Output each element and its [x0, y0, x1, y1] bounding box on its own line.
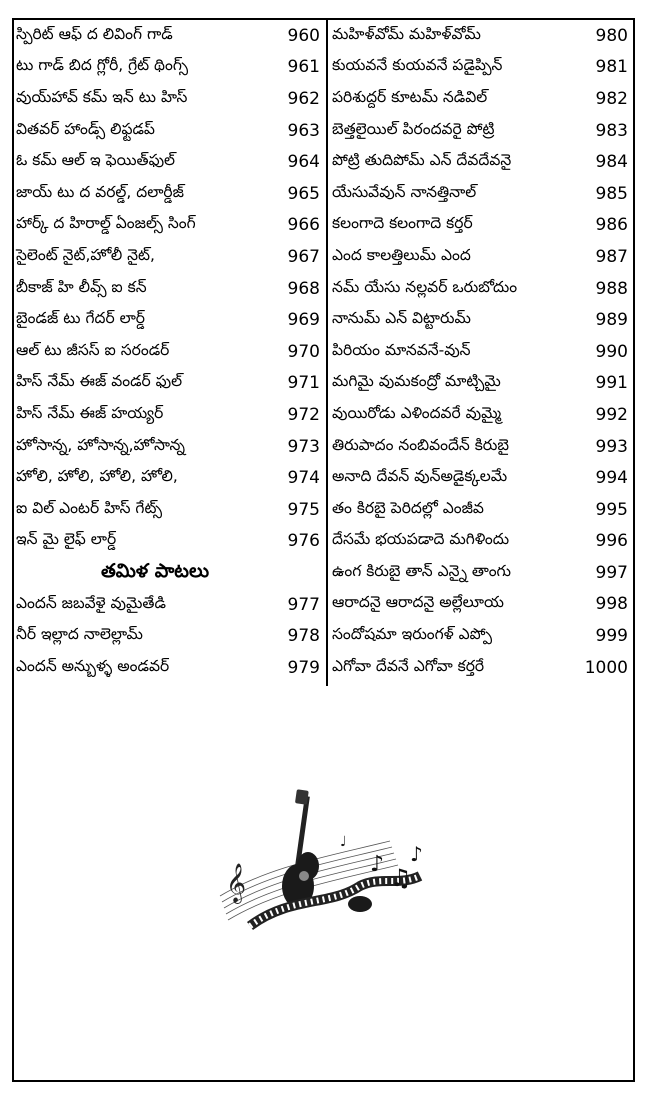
song-row: [330, 494, 634, 526]
song-row: [14, 115, 326, 147]
song-row: [330, 399, 634, 431]
song-row: [14, 652, 326, 684]
song-number: 997: [595, 562, 628, 583]
song-number: 998: [595, 594, 628, 615]
song-row: [330, 557, 634, 589]
song-row: [330, 462, 634, 494]
song-title: బైండజ్ టు గేదర్ లార్డ్: [16, 309, 145, 328]
song-title: తిరుపాదం నంబివందేన్ కిరుబై: [332, 435, 509, 454]
song-number: 963: [287, 120, 320, 141]
song-title: నమ్ యేసు నల్లవర్ ఒరుబోదుం: [332, 277, 518, 296]
song-row: [14, 241, 326, 273]
song-number: 992: [595, 404, 628, 425]
song-title: ఎందన్ జబవేళై వుమైతేడి: [16, 593, 166, 612]
song-title: ఎగోవా దేవనే ఎగోవా కర్తరే: [332, 656, 485, 675]
song-title: హార్క్ ద హిరాల్డ్ ఏంజల్స్ సింగ్: [16, 214, 196, 233]
music-illustration: [210, 786, 440, 946]
song-title: ఓ కమ్ ఆల్ ఇ ఫెయిత్‌ఫుల్: [16, 151, 176, 170]
song-number: 991: [595, 373, 628, 394]
song-number: 976: [287, 531, 320, 552]
song-row: [330, 115, 634, 147]
song-number: 993: [595, 436, 628, 457]
song-row: [14, 621, 326, 653]
right-column: [330, 20, 634, 683]
treble-clef-icon: 𝄞: [226, 863, 247, 903]
song-number: 983: [595, 120, 628, 141]
song-title: తం కిరబై పెరిదల్లో ఎంజీవ: [332, 498, 484, 517]
song-number: 978: [287, 626, 320, 647]
song-row: [14, 210, 326, 242]
song-title: ఇన్ మై లైఫ్ లార్డ్: [16, 530, 117, 549]
song-row: [330, 589, 634, 621]
song-number: 986: [595, 215, 628, 236]
song-row: [14, 399, 326, 431]
song-row: [14, 526, 326, 558]
song-title: వుయిరోడు ఎళిందవరే వుమ్మై: [332, 403, 502, 422]
song-title: అనాది దేవన్ వున్‌అడైక్కలమే: [332, 467, 508, 486]
song-number: 994: [595, 468, 628, 489]
song-number: 965: [287, 183, 320, 204]
svg-text:♪: ♪: [410, 842, 423, 866]
song-title: మగిమై వుమకంద్రో మాట్చిమై: [332, 372, 501, 391]
song-title: జాయ్ టు ద వరల్డ్, దలార్డీజ్: [16, 182, 184, 201]
song-row: [14, 273, 326, 305]
song-number: 990: [595, 341, 628, 362]
song-number: 970: [287, 341, 320, 362]
song-title: ఆరాదనై ఆరాదనై అల్లేలూయ: [332, 593, 504, 612]
song-number: 964: [287, 152, 320, 173]
song-number: 988: [595, 278, 628, 299]
song-number: 982: [595, 88, 628, 109]
svg-text:♩: ♩: [340, 834, 347, 850]
song-number: 962: [287, 88, 320, 109]
section-heading: తమిళ పాటలు: [100, 559, 210, 582]
song-title: హిస్ నేమ్ ఈజ్ వండర్ ఫుల్: [16, 372, 183, 391]
song-row: [14, 304, 326, 336]
song-row: [14, 146, 326, 178]
song-title: టు గాడ్ బిద గ్లోరీ, గ్రేట్ థింగ్స్: [16, 56, 189, 75]
left-song-list: [14, 20, 326, 557]
song-row: [330, 368, 634, 400]
song-number: 989: [595, 310, 628, 331]
song-row: [330, 83, 634, 115]
song-title: హిస్ నేమ్ ఈజ్ హయ్యర్: [16, 403, 164, 422]
song-number: 960: [287, 25, 320, 46]
song-title: నీర్ ఇల్లాద నాలెల్లామ్: [16, 625, 143, 644]
song-number: 981: [595, 57, 628, 78]
song-title: పిరియం మానవనే-వున్: [332, 340, 471, 359]
song-number: 985: [595, 183, 628, 204]
song-row: [14, 589, 326, 621]
svg-text:♪: ♪: [370, 852, 385, 877]
song-row: [14, 178, 326, 210]
song-title: కుయవనే కుయవనే పడైప్పిన్: [332, 56, 503, 75]
song-number: 969: [287, 310, 320, 331]
song-title: హోలి, హోలి, హోలి, హోలి,: [16, 467, 178, 486]
left-column: [14, 20, 326, 684]
song-number: 966: [287, 215, 320, 236]
song-row: [330, 52, 634, 84]
song-row: [14, 83, 326, 115]
song-number: 1000: [584, 657, 628, 678]
song-row: [14, 494, 326, 526]
song-title: హోసాన్న, హోసాన్న,హోసాన్న: [16, 435, 185, 454]
song-row: [330, 210, 634, 242]
song-title: వుయ్‌హావ్ కమ్ ఇన్ టు హిస్: [16, 87, 188, 106]
song-number: 961: [287, 57, 320, 78]
song-title: దేసమే భయపడాదె మగిళిందు: [332, 530, 510, 549]
song-title: బీకాజ్ హి లీవ్స్ ఐ కన్: [16, 277, 147, 296]
song-row: [330, 146, 634, 178]
left-song-list-tamil: [14, 589, 326, 684]
column-divider: [326, 20, 328, 686]
song-row: [330, 431, 634, 463]
song-row: [330, 620, 634, 652]
song-title: ఎంద కాలత్తిలుమ్ ఎంద: [332, 245, 471, 264]
song-row: [330, 241, 634, 273]
song-row: [330, 178, 634, 210]
song-number: 972: [287, 404, 320, 425]
song-title: కలంగాదె కలంగాదె కర్తర్: [332, 214, 473, 233]
song-title: వితవర్ హాండ్స్ లిఫ్టడప్: [16, 119, 155, 138]
song-row: [14, 52, 326, 84]
song-title: ఆల్ టు జీసస్ ఐ సరండర్: [16, 340, 170, 359]
song-row: [330, 304, 634, 336]
song-number: 984: [595, 152, 628, 173]
song-number: 975: [287, 499, 320, 520]
song-row: [14, 462, 326, 494]
song-row: [330, 20, 634, 52]
song-number: 980: [595, 25, 628, 46]
song-title: బెత్తలైయిల్ పిరందవరై పోట్రి: [332, 119, 495, 138]
song-row: [14, 336, 326, 368]
song-title: ఐ విల్ ఎంటర్ హిస్ గేట్స్: [16, 498, 163, 517]
song-number: 967: [287, 246, 320, 267]
song-row: [330, 336, 634, 368]
song-title: నానుమ్ ఎన్ విట్టారుమ్: [332, 309, 471, 328]
song-number: 973: [287, 436, 320, 457]
song-row: [14, 20, 326, 52]
song-title: ఎందన్ అన్బుళ్ళ అండవర్: [16, 657, 170, 676]
svg-text:♫: ♫: [390, 864, 412, 892]
song-title: ఉంగ కిరుబై తాన్ ఎన్నై తాంగు: [332, 561, 511, 580]
song-number: 995: [595, 499, 628, 520]
song-number: 999: [595, 626, 628, 647]
song-row: [14, 368, 326, 400]
song-title: యేసువేవున్ నానత్తినాల్: [332, 182, 477, 201]
guitar-icon: [282, 789, 319, 908]
song-number: 996: [595, 531, 628, 552]
song-number: 977: [287, 594, 320, 615]
song-number: 974: [287, 468, 320, 489]
song-number: 987: [595, 246, 628, 267]
song-title: సందోషమా ఇరుంగళ్ ఎప్పో: [332, 625, 493, 644]
song-number: 968: [287, 278, 320, 299]
song-title: సైలెంట్ నైట్,హోలీ నైట్,: [16, 245, 155, 264]
song-title: మహిళ్‌వోమ్ మహిళ్‌వోమ్: [332, 24, 481, 43]
song-row: [14, 431, 326, 463]
song-number: 979: [287, 658, 320, 679]
song-title: పోట్రి తుదిపోమ్ ఎన్ దేవదేవనై: [332, 151, 512, 170]
song-row: [330, 526, 634, 558]
song-title: పరిశుద్దర్ కూటమ్ నడివిల్: [332, 87, 488, 106]
song-row: [330, 652, 634, 684]
song-row: [330, 273, 634, 305]
song-title: స్పిరిట్ ఆఫ్ ద లివింగ్ గాడ్: [16, 24, 173, 43]
song-number: 971: [287, 373, 320, 394]
